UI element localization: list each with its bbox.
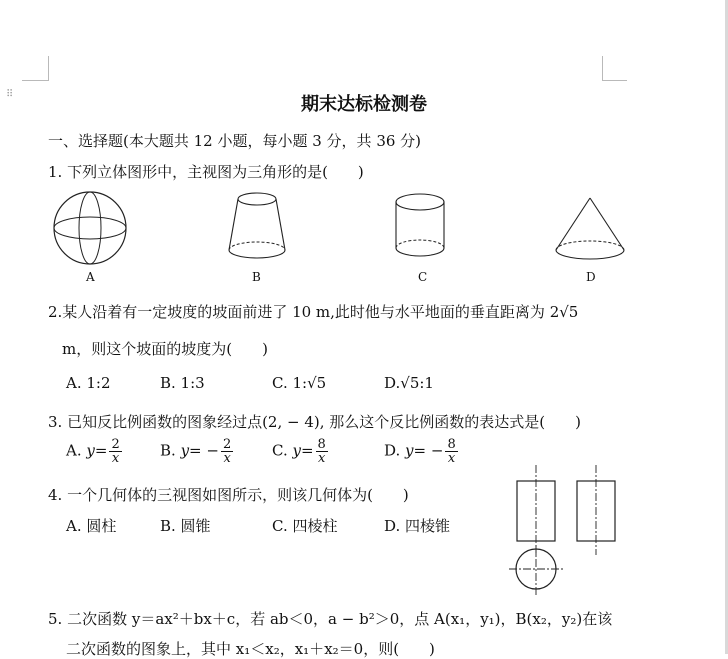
question-4-option-b: B. 圆锥 xyxy=(160,517,211,535)
three-view-figure xyxy=(505,463,625,598)
fraction-denominator: x xyxy=(223,451,231,466)
question-3-option-a xyxy=(66,438,124,465)
question-2-option-b: B. 1:3 xyxy=(160,374,205,392)
question-3-stem: 3. 已知反比例函数的图象经过点(2, − 4), 那么这个反比例函数的表达式是( ) xyxy=(48,413,581,431)
question-3-option-d xyxy=(384,438,460,465)
figure-label-b: B xyxy=(252,270,261,284)
question-5-line1: 5. 二次函数 y＝ax²＋bx＋c，若 ab＜0，a − b²＞0，点 A(x₁，y₁)，B(x₂，y₂)在该 xyxy=(48,610,613,628)
question-4-option-d: D. 四棱锥 xyxy=(384,517,451,535)
fraction-numerator: 8 xyxy=(447,437,456,452)
question-3-option-c xyxy=(272,438,330,465)
option-letter: A. xyxy=(66,441,82,460)
fraction-denominator: x xyxy=(447,451,456,466)
figure-sphere xyxy=(52,190,132,270)
option-letter: D. xyxy=(384,441,401,460)
option-letter: C. xyxy=(272,441,288,460)
doc-title: 期末达标检测卷 xyxy=(301,94,427,115)
question-1-stem: 1. 下列立体图形中，主视图为三角形的是( ) xyxy=(48,163,364,181)
section-heading: 一、选择题(本大题共 12 小题，每小题 3 分，共 36 分) xyxy=(48,132,422,150)
option-expression: y= − xyxy=(180,441,219,460)
figure-label-c: C xyxy=(418,270,428,284)
fraction xyxy=(221,438,233,465)
fraction xyxy=(445,438,457,465)
margin-corner-right xyxy=(602,56,627,81)
question-2-option-a: A. 1:2 xyxy=(66,374,111,392)
option-expression: y= xyxy=(86,441,108,460)
fraction-numerator: 2 xyxy=(111,437,120,452)
figure-label-a: A xyxy=(86,270,95,284)
fraction-numerator: 8 xyxy=(317,437,326,452)
question-5-line2: 二次函数的图象上，其中 x₁＜x₂，x₁＋x₂＝0，则( ) xyxy=(66,640,435,658)
option-expression: y= xyxy=(292,441,314,460)
figure-frustum xyxy=(225,190,295,270)
fraction xyxy=(109,438,121,465)
question-2-line1: 2.某人沿着有一定坡度的坡面前进了 10 m,此时他与水平地面的垂直距离为 2√5 xyxy=(48,303,579,321)
question-4-option-a: A. 圆柱 xyxy=(66,517,117,535)
figure-label-d: D xyxy=(586,270,596,284)
fraction xyxy=(316,438,328,465)
option-expression: y= − xyxy=(405,441,444,460)
figure-cone xyxy=(552,194,632,274)
question-2-option-c: C. 1:√5 xyxy=(272,374,327,392)
question-4-option-c: C. 四棱柱 xyxy=(272,517,338,535)
drag-handle-icon[interactable]: ⠿ xyxy=(6,89,15,100)
margin-corner-left xyxy=(22,56,49,81)
fraction-denominator: x xyxy=(111,451,120,466)
question-3-option-b xyxy=(160,438,235,465)
fraction-numerator: 2 xyxy=(222,437,232,452)
option-letter: B. xyxy=(160,441,176,460)
figure-cylinder xyxy=(394,190,454,270)
question-4-stem: 4. 一个几何体的三视图如图所示，则该几何体为( ) xyxy=(48,486,409,504)
question-2-option-d: D.√5:1 xyxy=(384,374,434,392)
question-2-line2: m，则这个坡面的坡度为( ) xyxy=(62,340,268,358)
fraction-denominator: x xyxy=(318,451,326,466)
